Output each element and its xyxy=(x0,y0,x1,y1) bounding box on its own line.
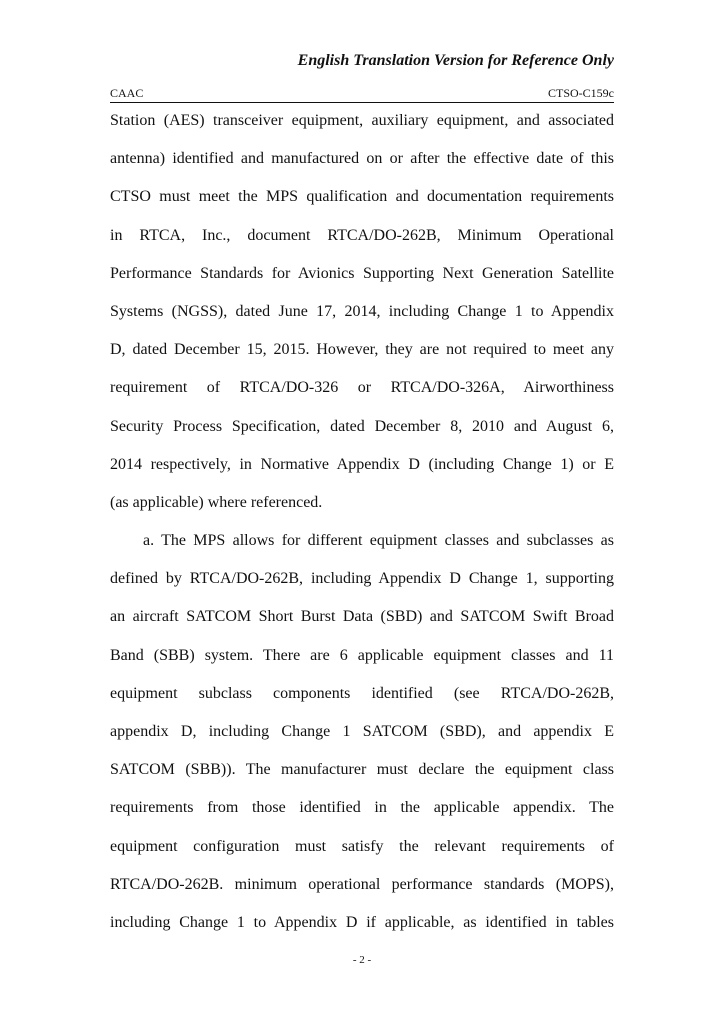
text-line: appendix D, including Change 1 SATCOM (SBD), and appendix E xyxy=(110,723,614,740)
page-number: - 2 - xyxy=(352,954,372,966)
text-line: Performance Standards for Avionics Supporting Next Generation Satellite xyxy=(110,264,614,282)
text-line: Security Process Specification, dated December 8, 2010 and August 6, xyxy=(110,417,614,435)
text-line: requirement of RTCA/DO-326 or RTCA/DO-326A, Airworthiness xyxy=(110,379,614,397)
text-line: Station (AES) transceiver equipment, auxiliary equipment, and associated xyxy=(110,112,614,129)
text-line: Systems (NGSS), dated June 17, 2014, including Change 1 to Appendix xyxy=(110,302,614,320)
text-line: equipment configuration must satisfy the relevant requirements of xyxy=(110,837,614,855)
text-line: 2014 respectively, in Normative Appendix D (including Change 1) or E xyxy=(110,455,614,473)
text-line: defined by RTCA/DO-262B, including Appendix D Change 1, supporting xyxy=(110,570,614,588)
header-left: CAAC xyxy=(110,86,144,100)
translation-banner: English Translation Version for Reference Only xyxy=(297,52,614,69)
text-line: D, dated December 15, 2015. However, they are not required to meet any xyxy=(110,341,614,359)
text-line: requirements from those identified in the applicable appendix. The xyxy=(110,799,614,817)
text-line: antenna) identified and manufactured on or after the effective date of this xyxy=(110,150,614,168)
paragraph-a-first-line: a. The MPS allows for different equipment classes and subclasses as xyxy=(143,532,614,550)
text-line: (as applicable) where referenced. xyxy=(110,493,323,511)
text-line: SATCOM (SBB)). The manufacturer must declare the equipment class xyxy=(110,761,614,779)
header-right: CTSO-C159c xyxy=(548,86,614,100)
body-text xyxy=(110,111,614,951)
text-line: equipment subclass components identified (see RTCA/DO-262B, xyxy=(110,684,614,702)
running-header xyxy=(110,86,614,103)
text-line: Band (SBB) system. There are 6 applicable equipment classes and 11 xyxy=(110,646,614,664)
text-line: in RTCA, Inc., document RTCA/DO-262B, Minimum Operational xyxy=(110,226,614,244)
text-line: CTSO must meet the MPS qualification and documentation requirements xyxy=(110,188,614,206)
text-line: an aircraft SATCOM Short Burst Data (SBD) and SATCOM Swift Broad xyxy=(110,608,614,626)
text-line: including Change 1 to Appendix D if applicable, as identified in tables xyxy=(110,913,614,931)
text-line: RTCA/DO-262B. minimum operational performance standards (MOPS), xyxy=(110,875,614,893)
